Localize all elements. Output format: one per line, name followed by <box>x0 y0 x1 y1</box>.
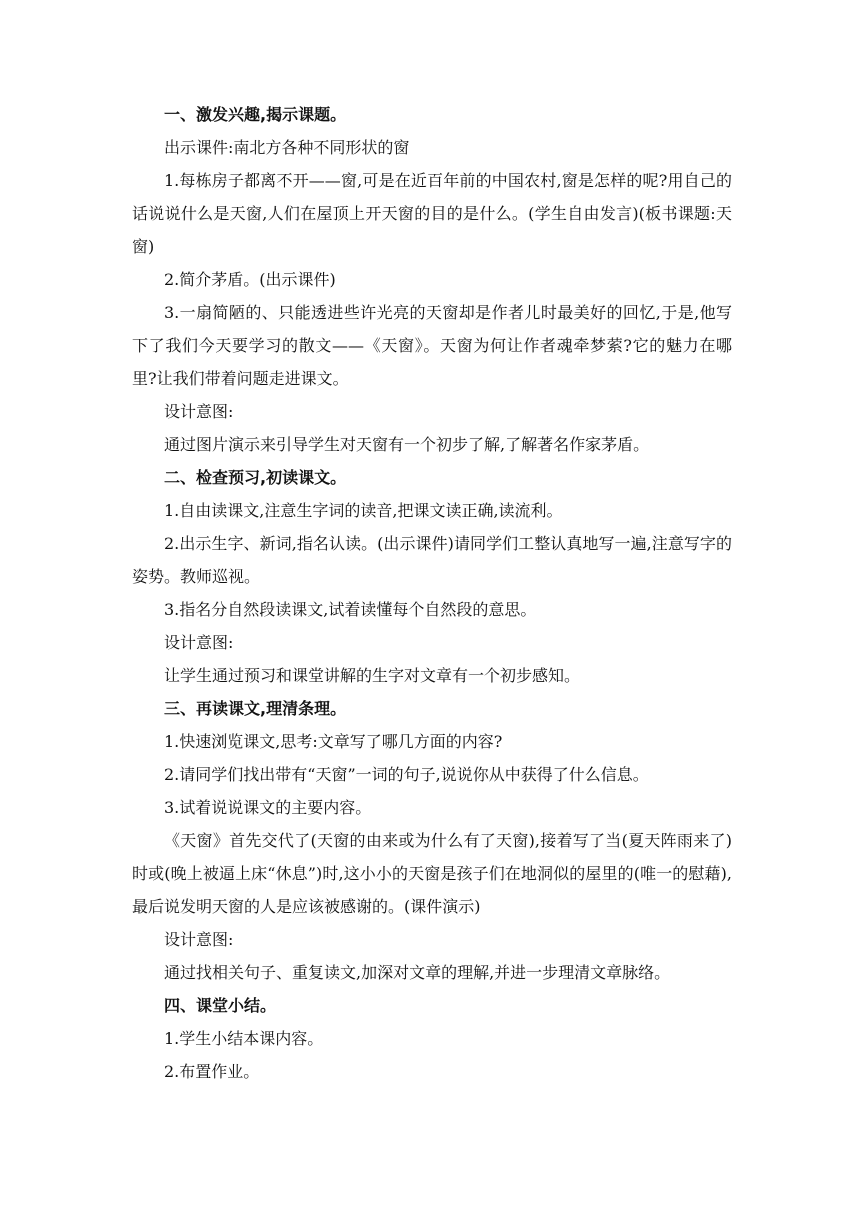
paragraph: 3.指名分自然段读课文,试着读懂每个自然段的意思。 <box>164 600 537 619</box>
section-heading-4: 四、课堂小结。 <box>164 996 277 1015</box>
document-page <box>132 98 732 1088</box>
paragraph: 让学生通过预习和课堂讲解的生字对文章有一个初步感知。 <box>164 666 581 685</box>
section-heading-1: 一、激发兴趣,揭示课题。 <box>164 105 347 124</box>
paragraph: 2.简介茅盾。(出示课件) <box>164 270 336 289</box>
section-heading-3: 三、再读课文,理清条理。 <box>164 699 347 718</box>
design-intent-label: 设计意图: <box>164 930 234 949</box>
design-intent-label: 设计意图: <box>164 633 234 652</box>
paragraph: 通过图片演示来引导学生对天窗有一个初步了解,了解著名作家茅盾。 <box>164 435 650 454</box>
paragraph: 1.学生小结本课内容。 <box>164 1029 324 1048</box>
paragraph: 2.布置作业。 <box>164 1062 260 1081</box>
paragraph: 2.请同学们找出带有“天窗”一词的句子,说说你从中获得了什么信息。 <box>164 765 649 784</box>
paragraph: 3.试着说说课文的主要内容。 <box>164 798 372 817</box>
paragraph: 1.自由读课文,注意生字词的读音,把课文读正确,读流利。 <box>164 501 563 520</box>
paragraph: 1.快速浏览课文,思考:文章写了哪几方面的内容? <box>164 732 503 751</box>
section-heading-2: 二、检查预习,初读课文。 <box>164 468 347 487</box>
paragraph: 2.出示生字、新词,指名认读。(出示课件)请同学们工整认真地写一遍,注意写字的姿势。教师巡视。 <box>132 534 732 586</box>
paragraph: 1.每栋房子都离不开——窗,可是在近百年前的中国农村,窗是怎样的呢?用自己的话说说什么是天窗,人们在屋顶上开天窗的目的是什么。(学生自由发言)(板书课题:天窗) <box>132 171 732 256</box>
paragraph: 3.一扇简陋的、只能透进些许光亮的天窗却是作者儿时最美好的回忆,于是,他写下了我们今天要学习的散文——《天窗》。天窗为何让作者魂牵梦萦?它的魅力在哪里?让我们带着问题走进课文。 <box>132 303 732 388</box>
design-intent-label: 设计意图: <box>164 402 234 421</box>
paragraph: 《天窗》首先交代了(天窗的由来或为什么有了天窗),接着写了当(夏天阵雨来了)时或(晚上被逼上床“休息”)时,这小小的天窗是孩子们在地洞似的屋里的(唯一的慰藉),最后说发明天窗的人是应该被感谢的。(课件演示) <box>132 831 732 916</box>
paragraph: 通过找相关句子、重复读文,加深对文章的理解,并进一步理清文章脉络。 <box>164 963 671 982</box>
paragraph: 出示课件:南北方各种不同形状的窗 <box>164 138 410 157</box>
